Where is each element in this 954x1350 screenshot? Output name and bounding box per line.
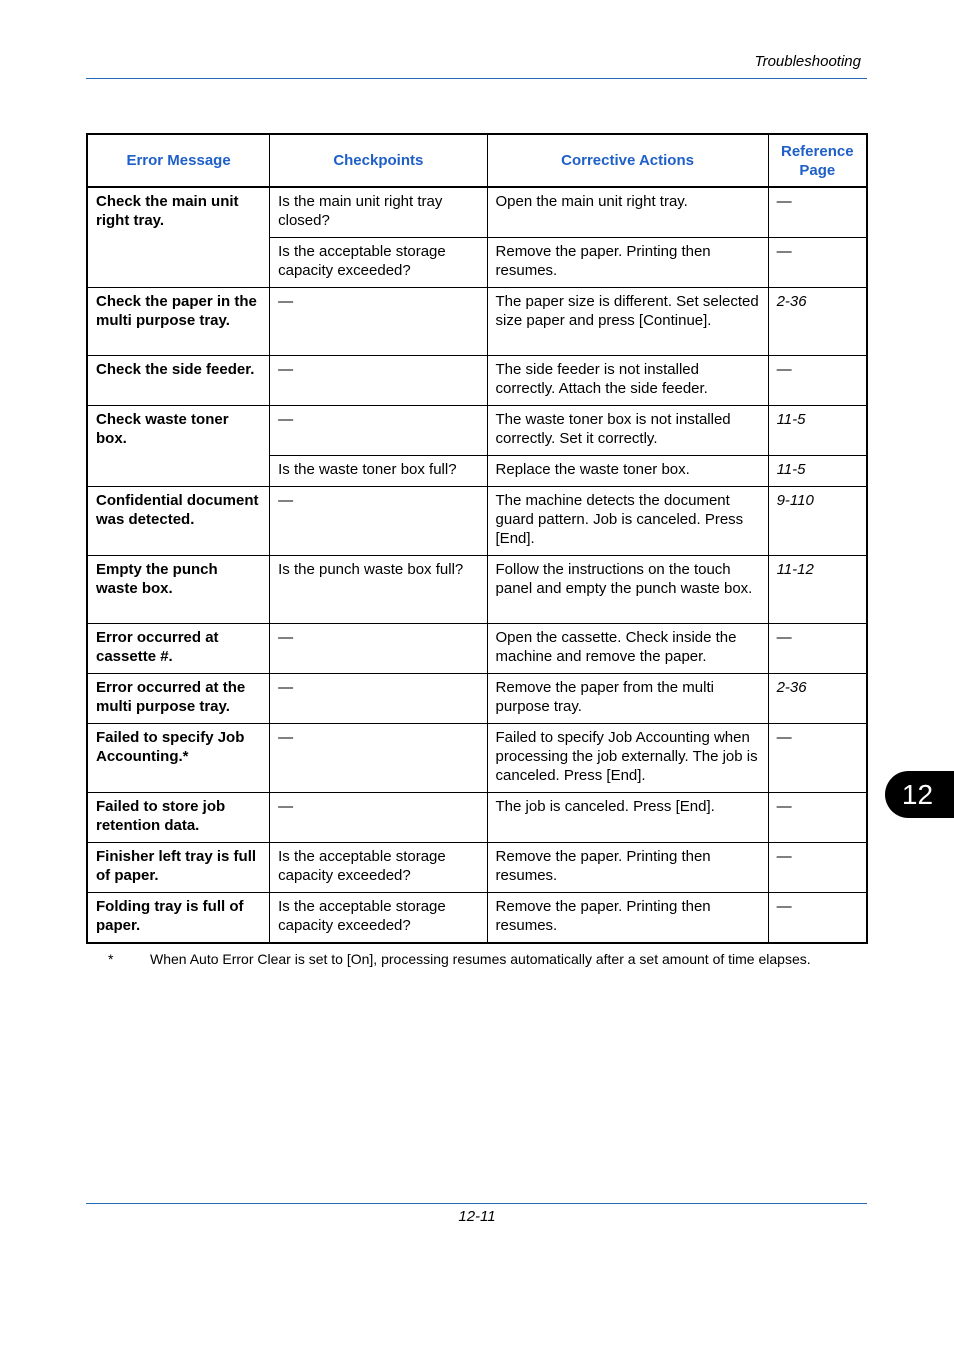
- corrective-action-cell: The side feeder is not installed correctly. Attach the side feeder.: [487, 356, 768, 406]
- reference-page-cell: —: [768, 793, 867, 843]
- corrective-action-cell: The job is canceled. Press [End].: [487, 793, 768, 843]
- corrective-action-cell: Failed to specify Job Accounting when processing the job externally. The job is canceled. Press [End].: [487, 724, 768, 793]
- reference-page-cell: —: [768, 356, 867, 406]
- column-header: Corrective Actions: [487, 134, 768, 187]
- corrective-action-cell: The paper size is different. Set selected size paper and press [Continue].: [487, 288, 768, 356]
- table-row: [87, 356, 867, 406]
- checkpoint-cell: Is the waste toner box full?: [270, 456, 487, 487]
- reference-page-cell: —: [768, 624, 867, 674]
- corrective-action-cell: Remove the paper. Printing then resumes.: [487, 238, 768, 288]
- table-row: [87, 724, 867, 793]
- error-message-cell: Empty the punch waste box.: [87, 556, 270, 624]
- column-header: Error Message: [87, 134, 270, 187]
- corrective-action-cell: Remove the paper from the multi purpose tray.: [487, 674, 768, 724]
- corrective-action-cell: Remove the paper. Printing then resumes.: [487, 893, 768, 944]
- table-header-row: [87, 134, 867, 187]
- checkpoint-cell: Is the main unit right tray closed?: [270, 187, 487, 238]
- column-header: Reference Page: [768, 134, 867, 187]
- error-message-cell: Finisher left tray is full of paper.: [87, 843, 270, 893]
- checkpoint-cell: Is the acceptable storage capacity exceeded?: [270, 843, 487, 893]
- section-title: Troubleshooting: [754, 53, 861, 70]
- footnote-text: When Auto Error Clear is set to [On], processing resumes automatically after a set amount of time elapses.: [150, 951, 811, 967]
- corrective-action-cell: The waste toner box is not installed correctly. Set it correctly.: [487, 406, 768, 456]
- table-row: [87, 187, 867, 238]
- chapter-tab: 12: [885, 771, 954, 818]
- checkpoint-cell: Is the acceptable storage capacity exceeded?: [270, 893, 487, 944]
- checkpoint-cell: —: [270, 288, 487, 356]
- checkpoint-cell: —: [270, 624, 487, 674]
- reference-page-cell: —: [768, 187, 867, 238]
- corrective-action-cell: Replace the waste toner box.: [487, 456, 768, 487]
- reference-page-cell: —: [768, 238, 867, 288]
- table-row: [87, 288, 867, 356]
- error-message-cell: Failed to store job retention data.: [87, 793, 270, 843]
- reference-page-cell: —: [768, 843, 867, 893]
- error-message-cell: Check the main unit right tray.: [87, 187, 270, 288]
- checkpoint-cell: —: [270, 793, 487, 843]
- checkpoint-cell: Is the acceptable storage capacity exceeded?: [270, 238, 487, 288]
- table-row: [87, 843, 867, 893]
- reference-page-cell: —: [768, 893, 867, 944]
- table-row: [87, 624, 867, 674]
- error-message-cell: Check the side feeder.: [87, 356, 270, 406]
- error-message-cell: Check waste toner box.: [87, 406, 270, 487]
- reference-page-cell: 11-5: [768, 406, 867, 456]
- error-message-cell: Confidential document was detected.: [87, 487, 270, 556]
- table-row: [87, 487, 867, 556]
- error-message-cell: Error occurred at cassette #.: [87, 624, 270, 674]
- checkpoint-cell: —: [270, 724, 487, 793]
- checkpoint-cell: —: [270, 674, 487, 724]
- error-message-cell: Check the paper in the multi purpose tray.: [87, 288, 270, 356]
- corrective-action-cell: Follow the instructions on the touch panel and empty the punch waste box.: [487, 556, 768, 624]
- error-message-cell: Folding tray is full of paper.: [87, 893, 270, 944]
- reference-page-cell: 2-36: [768, 674, 867, 724]
- footnote-marker: *: [108, 951, 114, 967]
- footer-rule: [86, 1203, 867, 1204]
- corrective-action-cell: Open the main unit right tray.: [487, 187, 768, 238]
- corrective-action-cell: Open the cassette. Check inside the machine and remove the paper.: [487, 624, 768, 674]
- reference-page-cell: 11-5: [768, 456, 867, 487]
- reference-page-cell: 11-12: [768, 556, 867, 624]
- table-row: [87, 406, 867, 456]
- table-row: [87, 893, 867, 944]
- checkpoint-cell: —: [270, 356, 487, 406]
- page-number: 12-11: [458, 1208, 496, 1225]
- checkpoint-cell: Is the punch waste box full?: [270, 556, 487, 624]
- error-message-cell: Failed to specify Job Accounting.*: [87, 724, 270, 793]
- corrective-action-cell: Remove the paper. Printing then resumes.: [487, 843, 768, 893]
- table-row: [87, 674, 867, 724]
- error-message-cell: Error occurred at the multi purpose tray.: [87, 674, 270, 724]
- table-row: [87, 793, 867, 843]
- table-row: [87, 556, 867, 624]
- header-rule: [86, 78, 867, 79]
- corrective-action-cell: The machine detects the document guard pattern. Job is canceled. Press [End].: [487, 487, 768, 556]
- reference-page-cell: —: [768, 724, 867, 793]
- reference-page-cell: 2-36: [768, 288, 867, 356]
- error-table: [86, 133, 868, 944]
- column-header: Checkpoints: [270, 134, 487, 187]
- reference-page-cell: 9-110: [768, 487, 867, 556]
- checkpoint-cell: —: [270, 406, 487, 456]
- checkpoint-cell: —: [270, 487, 487, 556]
